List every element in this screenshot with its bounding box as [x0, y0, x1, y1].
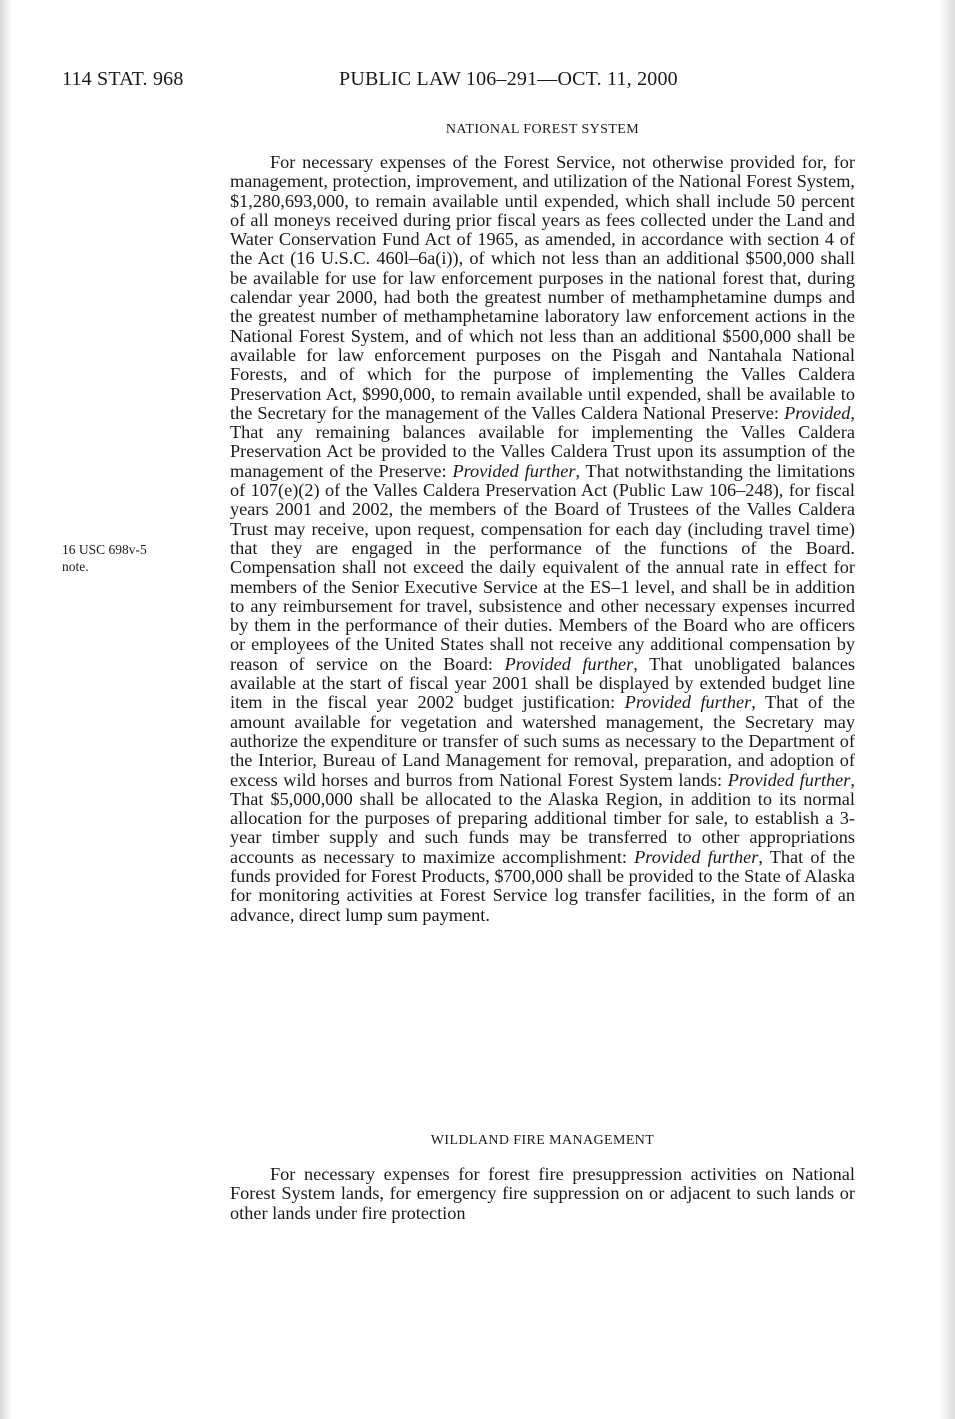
national-forest-system-paragraph	[230, 153, 855, 925]
proviso-term: Provided	[784, 402, 851, 423]
text-segment: , That unobligated balances available at the start of fiscal year 2001 shall be displayed by extended budget line item in the fiscal year 2002 budget justification:	[230, 653, 855, 713]
proviso-term: Provided further	[624, 692, 752, 713]
public-law-reference: PUBLIC LAW 106–291—OCT. 11, 2000	[339, 68, 678, 90]
text-segment: , That of the funds provided for Forest Products, $700,000 shall be provided to the State of Alaska for monitoring activities at Forest Service log transfer facilities, in the form of an advance, direct lump sum payment.	[230, 846, 856, 925]
text-segment: , That notwithstanding the limitations of 107(e)(2) of the Valles Caldera Preservation Act (Public Law 106–248), for fiscal years 2001 and 2002, the members of the Board of Trustees of the Valles Caldera Trust may receive, upon request, compensation for each day (including travel time) that they are engaged in the performance of the functions of the Board. Compensation shall not exceed the daily equivalent of the annual rate in effect for members of the Senior Executive Service at the ES–1 level, and shall be in addition to any reimbursement for travel, subsistence and other necessary expenses incurred by them in the performance of their duties. Members of the Board who are officers or employees of the United States shall not receive any additional compensation by reason of service on the Board:	[230, 460, 855, 674]
margin-note-citation: 16 USC 698v-5	[62, 542, 147, 557]
section-heading-wildland-fire-management: WILDLAND FIRE MANAGEMENT	[430, 1133, 655, 1148]
text-segment: , That any remaining balances available for implementing the Valles Caldera Preservation Act be provided to the Valles Caldera Trust upon its assumption of the management of the Preserve:	[230, 402, 855, 481]
margin-note-label: note.	[62, 559, 89, 574]
text-segment: For necessary expenses of the Forest Service, not otherwise provided for, for management, protection, improvement, and utilization of the National Forest System, $1,280,693,000, to remain available until expended, which shall include 50 percent of all moneys received during prior fiscal years as fees collected under the Land and Water Conservation Fund Act of 1965, as amended, in accordance with section 4 of the Act (16 U.S.C. 460l–6a(i)), of which not less than an additional $500,000 shall be available for use for law enforcement purposes in the national forest that, during calendar year 2000, had both the greatest number of methamphetamine dumps and the greatest number of methamphetamine laboratory law enforcement actions in the National Forest System, and of which not less than an additional $500,000 shall be available for law enforcement purposes on the Pisgah and Nantahala National Forests, and of which for the purpose of implementing the Valles Caldera Preservation Act, $990,000, to remain available until expended, shall be available to the Secretary for the management of the Valles Caldera National Preserve:	[230, 152, 855, 423]
page-right-edge-shadow	[939, 0, 955, 1419]
proviso-term: Provided further	[634, 846, 759, 867]
text-segment: For necessary expenses for forest fire presuppression activities on National Forest System lands, for emergency fire suppression on or adjacent to such lands or other lands under fire protection	[230, 1164, 855, 1223]
section-heading-national-forest-system: NATIONAL FOREST SYSTEM	[445, 122, 640, 137]
margin-note	[62, 541, 212, 575]
page-left-edge-shadow	[0, 0, 12, 1419]
proviso-term: Provided further	[727, 769, 851, 790]
proviso-term: Provided further	[504, 653, 634, 674]
wildland-fire-management-paragraph	[230, 1165, 855, 1223]
text-segment: , That $5,000,000 shall be allocated to the Alaska Region, in addition to its normal allocation for the purposes of preparing additional timber for sale, to establish a 3-year timber supply and such funds may be transferred to other appropriations accounts as necessary to maximize accomplishment:	[230, 769, 855, 867]
text-segment: , That of the amount available for vegetation and watershed management, the Secretary may authorize the expenditure or transfer of such sums as necessary to the Department of the Interior, Bureau of Land Management for removal, preparation, and adoption of excess wild horses and burros from National Forest System lands:	[230, 692, 855, 790]
statute-page-reference: 114 STAT. 968	[62, 68, 184, 90]
proviso-term: Provided further	[452, 460, 576, 481]
